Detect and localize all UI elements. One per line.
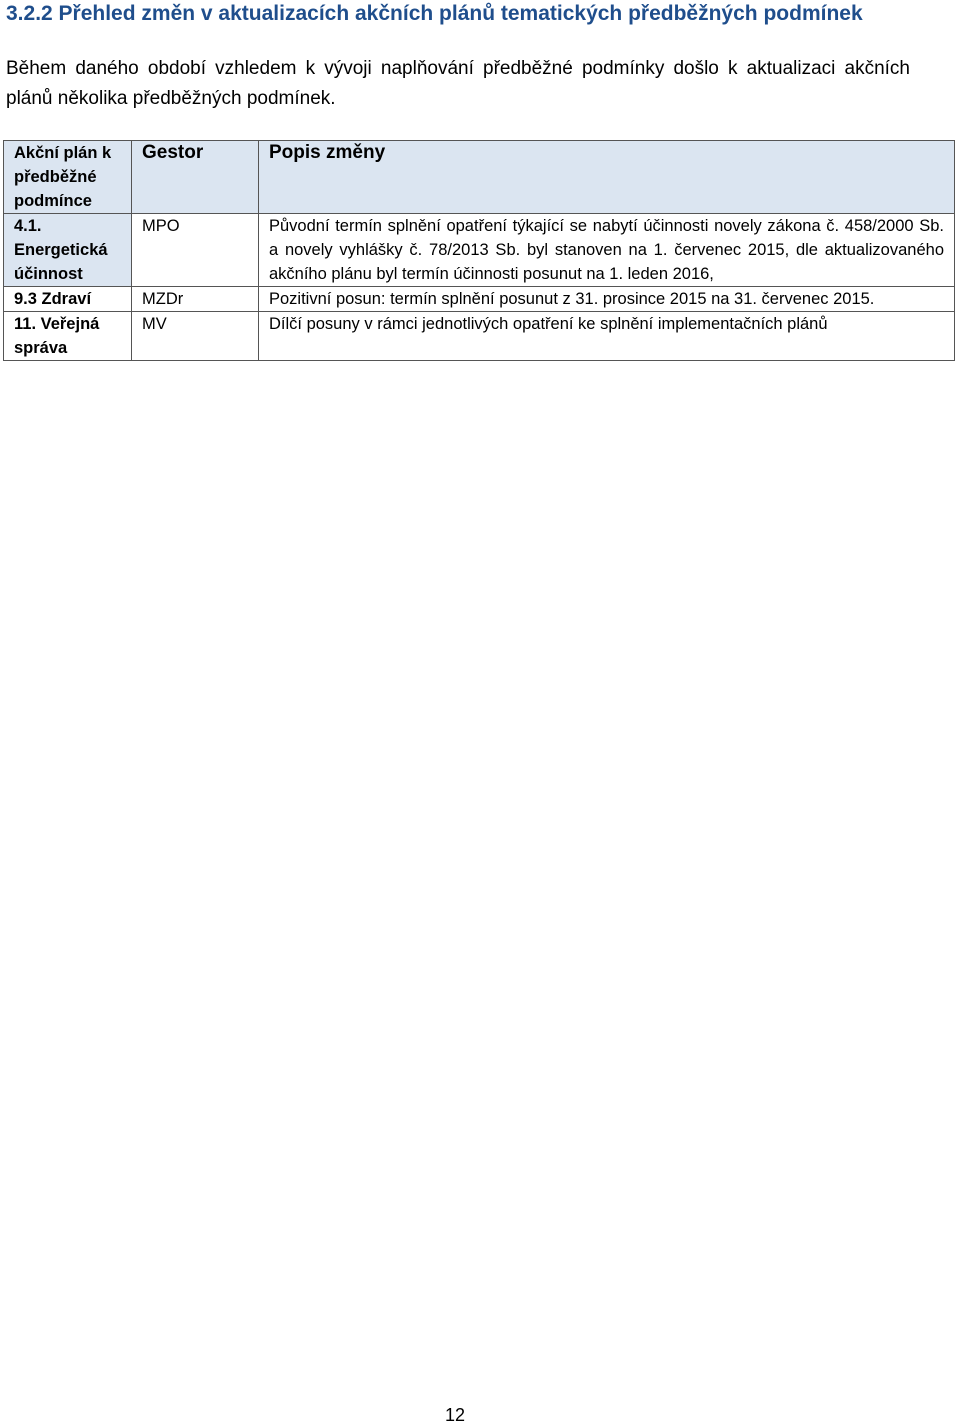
header-plan: Akční plán k předběžné podmínce: [4, 141, 132, 214]
cell-gestor: MPO: [132, 214, 259, 287]
cell-plan: 9.3 Zdraví: [4, 287, 132, 312]
header-gestor: Gestor: [132, 141, 259, 214]
table-row: [4, 287, 955, 312]
table-row: [4, 312, 955, 361]
changes-table: [3, 140, 955, 361]
page-number: 12: [445, 1405, 466, 1425]
table-header-row: [4, 141, 955, 214]
cell-gestor: MV: [132, 312, 259, 361]
cell-plan: 11. Veřejná správa: [4, 312, 132, 361]
cell-description: Pozitivní posun: termín splnění posunut z 31. prosince 2015 na 31. červenec 2015.: [259, 287, 955, 312]
cell-description: Původní termín splnění opatření týkající se nabytí účinnosti novely zákona č. 458/2000 Sb. a novely vyhlášky č. 78/2013 Sb. byl stanoven na 1. červenec 2015, dle aktualizovaného akčního plánu byl termín účinnosti posunut na 1. leden 2016,: [259, 214, 955, 287]
section-heading: 3.2.2 Přehled změn v aktualizacích akčních plánů tematických předběžných podmínek: [6, 2, 863, 25]
header-description: Popis změny: [259, 141, 955, 214]
table-row: [4, 214, 955, 287]
intro-paragraph: Během daného období vzhledem k vývoji naplňování předběžné podmínky došlo k aktualizaci akčních plánů několika předběžných podmínek.: [6, 58, 910, 109]
cell-plan: 4.1. Energetická účinnost: [4, 214, 132, 287]
cell-description: Dílčí posuny v rámci jednotlivých opatření ke splnění implementačních plánů: [259, 312, 955, 361]
cell-gestor: MZDr: [132, 287, 259, 312]
